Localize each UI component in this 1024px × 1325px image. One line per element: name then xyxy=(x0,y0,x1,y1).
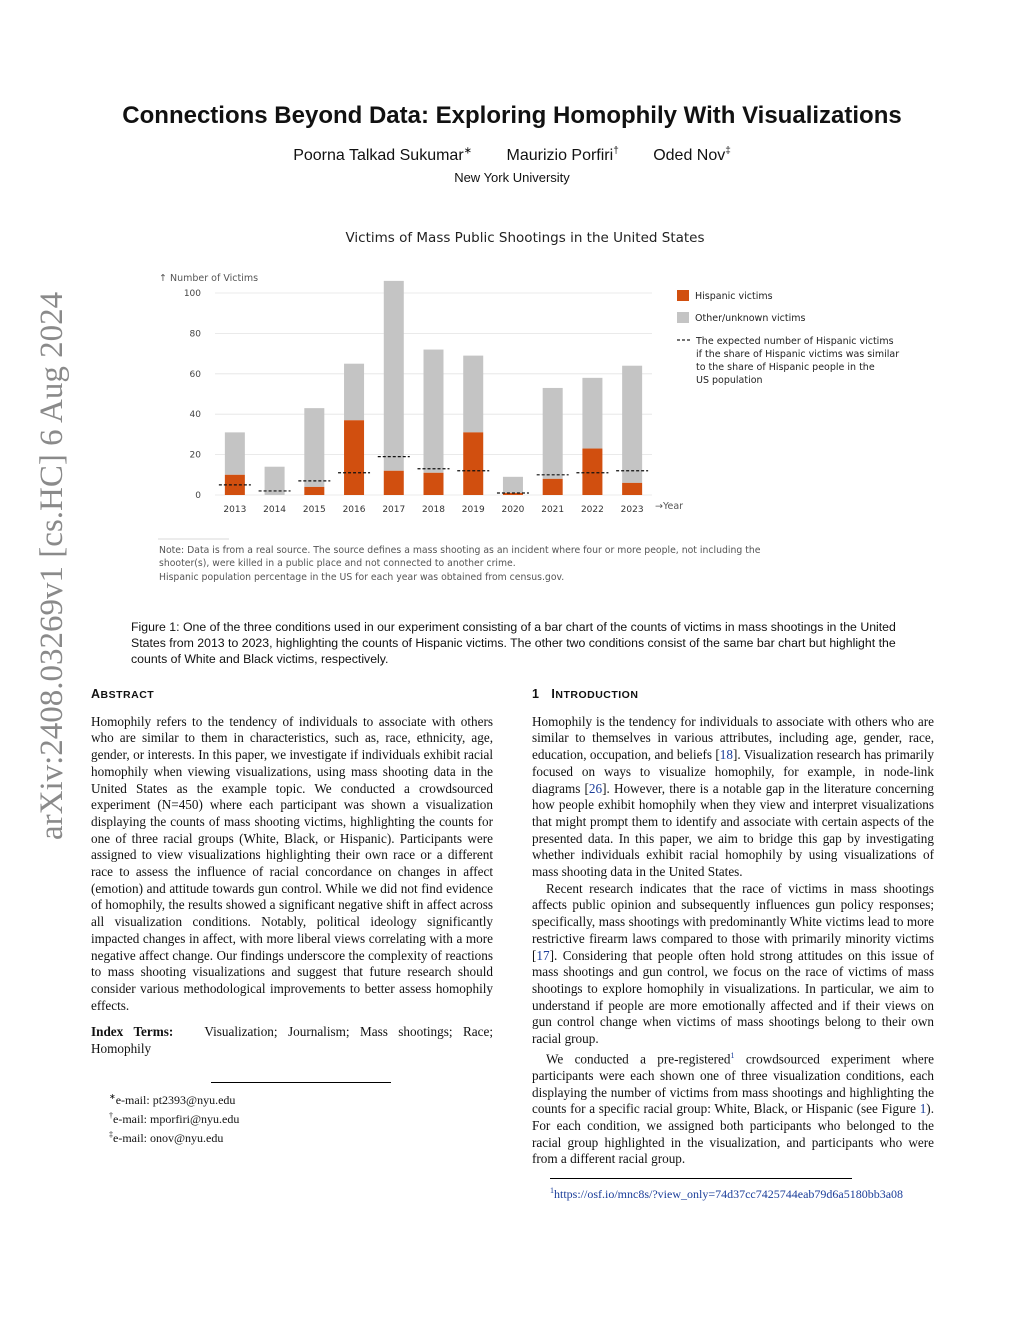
y-tick-label: 20 xyxy=(189,450,201,461)
footnote-link-url[interactable]: https://osf.io/mnc8s/?view_only=74d37cc7425744eab79d6a5180bb3a08 xyxy=(554,1187,904,1202)
bar-other-2017 xyxy=(384,281,404,471)
citation-link[interactable]: 26 xyxy=(588,780,603,796)
figure-link[interactable]: 1 xyxy=(919,1101,927,1117)
text-run: Homophily is the tendency for individuals to associate with others who are similar to themselves in various attributes, including age, gender, race, education, occupation, and beliefs [ xyxy=(532,713,934,763)
legend-label-expected-3: to the share of Hispanic people in the xyxy=(696,362,875,373)
chart-note-line-2: shooter(s), were killed in a public place and not connected to another crime. xyxy=(159,558,516,569)
bar-other-2013 xyxy=(225,432,245,474)
author-list xyxy=(0,146,1024,165)
y-tick-label: 0 xyxy=(195,491,201,501)
bars xyxy=(225,281,642,495)
bar-other-2019 xyxy=(463,356,483,433)
author-name: Poorna Talkad Sukumar xyxy=(293,147,464,165)
author-1 xyxy=(293,147,472,164)
bar-hispanic-2019 xyxy=(463,432,483,495)
x-tick-label: 2016 xyxy=(342,505,366,515)
x-tick-label: 2015 xyxy=(302,505,326,515)
text-run: We conducted a pre-registered xyxy=(546,1051,731,1067)
author-mark: ‡ xyxy=(725,146,731,157)
footnote-mark: ∗ xyxy=(109,1091,116,1101)
intro-paragraph-1 xyxy=(532,714,934,881)
index-terms-label: Index Terms: xyxy=(91,1024,174,1040)
intro-paragraph-2 xyxy=(532,881,934,1048)
paper-title: Connections Beyond Data: Exploring Homophily With Visualizations xyxy=(122,102,902,129)
bar-other-2015 xyxy=(304,408,324,487)
text-run: Recent research indicates that the race of victims in mass shootings affects public opinion and subsequently influences gun policy responses; specifically, mass shootings with predominantly White victims lead to more restrictive firearm laws compared to those with primarily minority victims [ xyxy=(532,880,934,963)
citation-link[interactable]: 17 xyxy=(536,947,550,963)
index-terms-list: Visualization; Journalism; Mass shootings; Race; Homophily xyxy=(91,1024,493,1057)
footnote-email[interactable]: e-mail: onov@nyu.edu xyxy=(113,1130,224,1145)
footnote-3 xyxy=(109,1127,493,1146)
text-run: ]. However, there is a notable gap in the literature concerning how people exhibit homophily when they view and interpret visualizations that might prompt them to identify and associate with certain aspects of the presented data. In this paper, we aim to bridge this gap by investigating whether individuals exhibit racial homophily by using visualizations of mass shooting data in the United States. xyxy=(532,780,934,880)
heading-rest: NTRODUCTION xyxy=(555,689,639,701)
section-number: 1 xyxy=(532,687,540,701)
x-tick-label: 2017 xyxy=(382,505,406,515)
x-tick-label: 2022 xyxy=(580,505,604,515)
abstract-heading xyxy=(91,686,493,704)
bar-other-2020 xyxy=(503,477,523,493)
x-tick-label: 2023 xyxy=(620,505,644,515)
arxiv-identifier: arXiv:2408.03269v1 [cs.HC] 6 Aug 2024 xyxy=(34,291,70,840)
y-tick-label: 60 xyxy=(189,369,201,380)
bar-other-2018 xyxy=(424,350,444,473)
y-tick-label: 80 xyxy=(189,329,201,340)
x-ticks xyxy=(223,505,643,515)
footnote-link[interactable]: 1 xyxy=(730,1050,735,1060)
chart-note-line-1: Note: Data is from a real source. The source defines a mass shooting as an incident where four or more people, not including the xyxy=(159,545,761,556)
y-tick-label: 100 xyxy=(183,289,201,299)
figure-1-chart xyxy=(140,220,900,590)
chart-note-line-3: Hispanic population percentage in the US for each year was obtained from census.gov. xyxy=(159,572,565,583)
footnote-rule xyxy=(550,1178,852,1179)
text-run: ). For each condition, we assigned both participants who belonged to the racial group highlighted in the visualization, and participants who were from a different racial group. xyxy=(532,1101,934,1167)
footnote-mark: 1 xyxy=(550,1186,554,1196)
footnote-email[interactable]: e-mail: pt2393@nyu.edu xyxy=(115,1092,236,1107)
affiliation: New York University xyxy=(454,170,570,185)
heading-initial: I xyxy=(551,687,556,701)
heading-initial: A xyxy=(91,687,101,701)
bar-hispanic-2022 xyxy=(582,449,602,495)
footnote-rule xyxy=(211,1082,391,1083)
left-column xyxy=(91,686,493,1146)
legend-label-expected-4: US population xyxy=(696,375,763,386)
y-tick-label: 40 xyxy=(189,410,201,421)
author-3 xyxy=(653,147,731,164)
x-tick-label: 2018 xyxy=(422,505,445,515)
legend-swatch-hispanic xyxy=(677,290,689,301)
author-mark: ∗ xyxy=(463,146,473,157)
text-run: ]. Considering that people often hold strong attitudes on this issue of mass shootings and gun control, we focus on the race of victims of mass shootings to explore homophily in visualizations. In particular, we aim to understand if people are more emotionally affected and if their views on gun control change when victims of mass shootings belong to their own racial group. xyxy=(532,947,934,1047)
x-tick-label: 2019 xyxy=(461,505,485,515)
legend-swatch-other xyxy=(677,312,689,323)
x-tick-label: 2014 xyxy=(263,505,287,515)
citation-link[interactable]: 18 xyxy=(719,747,733,763)
bar-hispanic-2018 xyxy=(424,473,444,495)
introduction-heading xyxy=(532,686,934,704)
abstract-text: Homophily refers to the tendency of individuals to associate with others who are similar to them in characteristics, such as, race, ethnicity, age, gender, or interests. In this paper, we investigate if individuals exhibit racial homophily when viewing visualizations, using mass shooting data in the United States as the example topic. We conducted a crowdsourced experiment (N=450) where each participant was shown a visualization displaying the counts of mass shooting victims, highlighting the counts for one of three racial groups (White, Black, or Hispanic). Participants were assigned to view visualizations highlighting their own race or a different race to assess the influence of racial concordance on changes in affect (emotion) and attitude towards gun control. While we did not find evidence of homophily, the results showed a significant negative shift in affect across all visualization conditions. Notably, political ideology significantly impacted changes in affect, with more liberal views correlating with a more negative affect change. Our findings underscore the complexity of reactions to mass shooting visualizations and suggest that future research should consider various methodological improvements to better assess homophily effects. xyxy=(91,713,493,1013)
author-mark: † xyxy=(613,146,619,157)
bar-hispanic-2023 xyxy=(622,483,642,495)
intro-paragraph-3 xyxy=(532,1048,934,1168)
author-name: Maurizio Porfiri xyxy=(506,147,614,165)
footnote-1 xyxy=(109,1089,493,1108)
index-terms xyxy=(91,1024,493,1057)
x-axis-label: →Year xyxy=(655,501,684,512)
bar-hispanic-2015 xyxy=(304,487,324,495)
footnote-email[interactable]: e-mail: mporfiri@nyu.edu xyxy=(113,1111,240,1126)
text-run: crowdsourced experiment where participants were each shown one of three visualization conditions, each displaying the number of victims from mass shootings and highlighting the counts for a specific racial group: White, Black, or Hispanic (see Figure xyxy=(532,1051,934,1117)
legend-label-expected-1: The expected number of Hispanic victims xyxy=(696,336,894,347)
y-axis-label: ↑ Number of Victims xyxy=(159,273,259,284)
x-tick-label: 2013 xyxy=(223,505,247,515)
text-run: ]. Visualization research has primarily focused on ways to visualize homophily, for example, in node-link diagrams [ xyxy=(532,747,934,796)
x-tick-label: 2021 xyxy=(541,505,565,515)
legend-label-other: Other/unknown victims xyxy=(695,313,806,324)
bar-other-2021 xyxy=(543,388,563,479)
bar-other-2016 xyxy=(344,364,364,421)
bar-other-2023 xyxy=(622,366,642,483)
author-2 xyxy=(507,147,619,164)
bar-hispanic-2021 xyxy=(543,479,563,495)
footnote-2 xyxy=(109,1108,493,1127)
legend-label-expected-2: if the share of Hispanic victims was similar xyxy=(696,349,900,360)
footnote-mark: † xyxy=(109,1110,113,1120)
footnote-mark: ‡ xyxy=(109,1129,113,1139)
heading-rest: BSTRACT xyxy=(100,689,155,701)
x-tick-label: 2020 xyxy=(501,505,525,515)
bar-hispanic-2016 xyxy=(344,420,364,495)
figure-caption: Figure 1: One of the three conditions used in our experiment consisting of a bar chart of the counts of victims in mass shootings in the United States from 2013 to 2023, highlighting the counts of Hispanic victims. The other two conditions consist of the same bar chart but highlight the counts of White and Black victims, respectively. xyxy=(131,620,896,666)
footnote-url xyxy=(550,1183,934,1203)
legend-label-hispanic: Hispanic victims xyxy=(695,291,773,302)
chart-title: Victims of Mass Public Shootings in the United States xyxy=(345,230,705,246)
right-column xyxy=(532,686,934,1203)
bar-hispanic-2017 xyxy=(384,471,404,495)
author-name: Oded Nov xyxy=(653,147,726,165)
bar-other-2022 xyxy=(582,378,602,449)
